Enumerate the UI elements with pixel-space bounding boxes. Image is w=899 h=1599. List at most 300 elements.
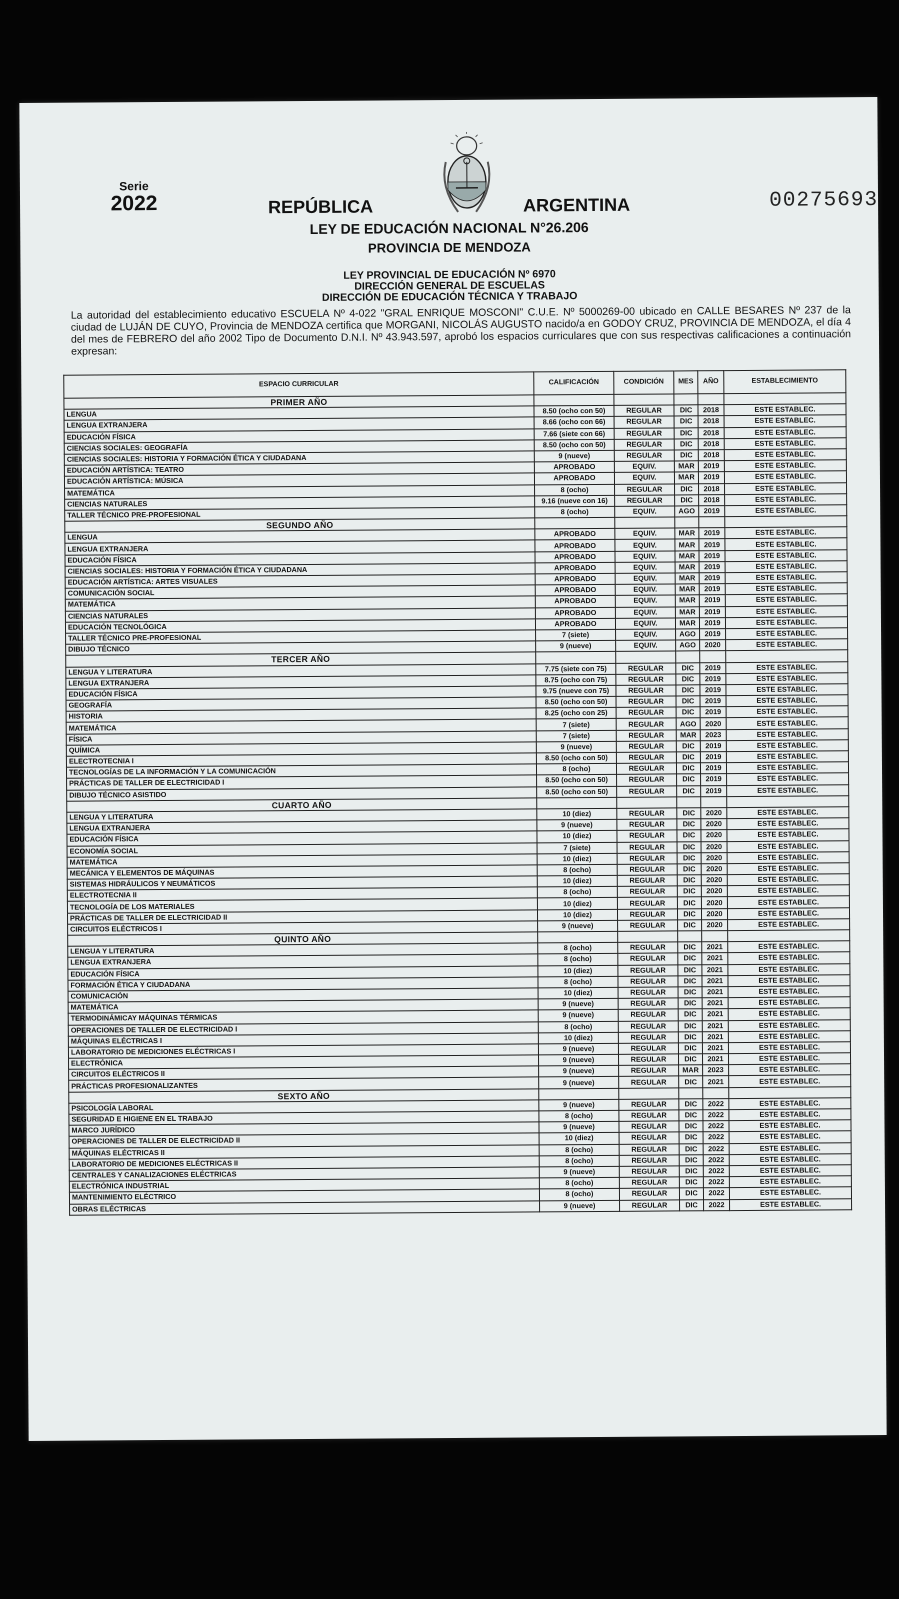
condition-cell: REGULAR	[617, 774, 677, 786]
month-cell: MAR	[675, 573, 699, 584]
month-cell: DIC	[677, 808, 701, 819]
institution-cell: ESTE ESTABLEC.	[726, 740, 848, 752]
grade-cell: 8 (ocho)	[539, 1155, 619, 1167]
subject-cell: COMUNICACIÓN SOCIAL	[65, 585, 535, 599]
empty-cell	[703, 1087, 729, 1098]
year-cell: 2020	[701, 897, 727, 908]
condition-cell: REGULAR	[619, 1110, 679, 1122]
month-cell: DIC	[676, 741, 700, 752]
grade-cell: 10 (diez)	[537, 831, 617, 843]
header-subject: ESPACIO CURRICULAR	[64, 372, 534, 398]
subject-cell: TERMODINÁMICAY MÁQUINAS TÉRMICAS	[68, 1010, 538, 1024]
empty-cell	[675, 517, 699, 528]
year-cell: 2019	[699, 617, 725, 628]
condition-cell: REGULAR	[618, 998, 678, 1010]
institution-cell: ESTE ESTABLEC.	[727, 784, 849, 796]
condition-cell: EQUIV.	[615, 562, 675, 574]
month-cell: DIC	[677, 841, 701, 852]
month-cell: DIC	[677, 886, 701, 897]
direction-technical: DIRECCIÓN DE EDUCACIÓN TÉCNICA Y TRABAJO	[321, 290, 578, 304]
year-cell: 2019	[700, 696, 726, 707]
grade-cell: 8.25 (ocho con 25)	[536, 708, 616, 720]
subject-cell: MATEMÁTICA	[65, 596, 535, 610]
condition-cell: EQUIV.	[614, 461, 674, 473]
year-cell: 2018	[699, 494, 725, 505]
empty-cell	[534, 394, 614, 406]
subject-cell: LENGUA Y LITERATURA	[67, 809, 537, 823]
month-cell: DIC	[675, 494, 699, 505]
institution-cell: ESTE ESTABLEC.	[729, 1165, 851, 1177]
month-cell: DIC	[677, 908, 701, 919]
subject-cell: LENGUA EXTRANJERA	[65, 540, 535, 554]
empty-cell	[535, 517, 615, 529]
empty-cell	[677, 797, 701, 808]
subject-cell: LENGUA EXTRANJERA	[66, 675, 536, 689]
month-cell: MAR	[675, 618, 699, 629]
empty-cell	[724, 393, 846, 405]
institution-cell: ESTE ESTABLEC.	[728, 974, 850, 986]
year-cell: 2021	[702, 975, 728, 986]
year-cell: 2022	[703, 1098, 729, 1109]
institution-cell: ESTE ESTABLEC.	[728, 941, 850, 953]
empty-cell	[674, 394, 698, 405]
month-cell: DIC	[679, 1155, 703, 1166]
month-cell: MAR	[675, 550, 699, 561]
direction-general: DIRECCIÓN GENERAL DE ESCUELAS	[354, 279, 545, 293]
country-right: ARGENTINA	[523, 194, 631, 216]
subject-cell: SEGURIDAD E HIGIENE EN EL TRABAJO	[69, 1111, 539, 1125]
grade-cell: 8 (ocho)	[535, 506, 615, 518]
year-cell: 2019	[700, 763, 726, 774]
serie-year: 2022	[110, 192, 158, 216]
condition-cell: REGULAR	[617, 841, 677, 853]
condition-cell: REGULAR	[616, 741, 676, 753]
condition-cell: REGULAR	[615, 495, 675, 507]
institution-cell: ESTE ESTABLEC.	[728, 1042, 850, 1054]
grade-cell: 9 (nueve)	[534, 450, 614, 462]
grade-cell: 8 (ocho)	[539, 1144, 619, 1156]
year-cell: 2020	[702, 919, 728, 930]
month-cell: DIC	[678, 1031, 702, 1042]
institution-cell: ESTE ESTABLEC.	[728, 952, 850, 964]
institution-cell: ESTE ESTABLEC.	[725, 538, 847, 550]
subject-cell: TECNOLOGÍAS DE LA INFORMACIÓN Y LA COMUNICACIÓN	[66, 764, 536, 778]
month-cell: DIC	[676, 763, 700, 774]
condition-cell: EQUIV.	[615, 618, 675, 630]
subject-cell: PSICOLOGÍA LABORAL	[69, 1100, 539, 1114]
subject-cell: PRÁCTICAS DE TALLER DE ELECTRICIDAD I	[67, 775, 537, 789]
grade-cell: 9 (nueve)	[540, 1200, 620, 1212]
year-cell: 2020	[701, 863, 727, 874]
month-cell: MAR	[675, 528, 699, 539]
subject-cell: EDUCACIÓN FÍSICA	[65, 552, 535, 566]
month-cell: DIC	[679, 1132, 703, 1143]
condition-cell: REGULAR	[616, 763, 676, 775]
year-cell: 2019	[700, 673, 726, 684]
grade-cell: 9.16 (nueve con 16)	[535, 495, 615, 507]
condition-cell: REGULAR	[616, 685, 676, 697]
institution-cell: ESTE ESTABLEC.	[726, 661, 848, 673]
grade-cell: 9 (nueve)	[538, 998, 618, 1010]
grade-cell: APROBADO	[535, 585, 615, 597]
grade-cell: 7.66 (siete con 66)	[534, 428, 614, 440]
condition-cell: REGULAR	[617, 808, 677, 820]
subject-cell: OBRAS ELÉCTRICAS	[70, 1200, 540, 1214]
condition-cell: REGULAR	[617, 853, 677, 865]
month-cell: DIC	[678, 987, 702, 998]
year-cell: 2022	[703, 1121, 729, 1132]
institution-cell: ESTE ESTABLEC.	[725, 549, 847, 561]
condition-cell: REGULAR	[614, 428, 674, 440]
year-cell: 2018	[698, 427, 724, 438]
serial-number: 00275693	[769, 189, 879, 213]
subject-cell: CIENCIAS SOCIALES: GEOGRAFÍA	[64, 440, 534, 454]
institution-cell: ESTE ESTABLEC.	[728, 1053, 850, 1065]
header-grade: CALIFICACIÓN	[534, 371, 614, 395]
condition-cell: REGULAR	[616, 730, 676, 742]
subject-cell: MATEMÁTICA	[66, 719, 536, 733]
subject-cell: CIRCUITOS ELÉCTRICOS II	[69, 1066, 539, 1080]
grade-cell: 8 (ocho)	[537, 864, 617, 876]
month-cell: DIC	[676, 662, 700, 673]
grade-cell: 10 (diez)	[537, 898, 617, 910]
year-cell: 2020	[701, 830, 727, 841]
subject-cell: LENGUA EXTRANJERA	[68, 954, 538, 968]
year-cell: 2021	[702, 1020, 728, 1031]
subject-cell: DIBUJO TÉCNICO ASISTIDO	[67, 786, 537, 800]
grade-cell: 9 (nueve)	[538, 920, 618, 932]
subject-cell: CIENCIAS SOCIALES: HISTORIA Y FORMACIÓN ÉTICA Y CIUDADANA	[65, 563, 535, 577]
institution-cell: ESTE ESTABLEC.	[724, 426, 846, 438]
condition-cell: REGULAR	[616, 662, 676, 674]
institution-cell: ESTE ESTABLEC.	[728, 997, 850, 1009]
grade-cell: 8.50 (ocho con 50)	[537, 786, 617, 798]
empty-cell	[538, 931, 618, 943]
institution-cell: ESTE ESTABLEC.	[724, 471, 846, 483]
month-cell: DIC	[678, 1043, 702, 1054]
certification-paragraph: La autoridad del establecimiento educativo ESCUELA Nº 4-022 "GRAL ENRIQUE MOSCONI" C.U.E. Nº 5000269-00 ubicado en CALLE BESARES Nº 237 de la ciudad de LUJÁN DE CUYO, Provincia de MENDOZA certifica que MORGANI, NICOLÁS AUGUSTO nacido/a en GODOY CRUZ, PROVINCIA DE MENDOZA, el día 4 del mes de FEBRERO del año 2002 Tipo de Documento D.N.I. Nº 43.943.597, aprobó los espacios curriculares que con sus respectivas calificaciones a continuación expresan:	[70, 304, 852, 358]
month-cell: DIC	[679, 1177, 703, 1188]
grade-cell: 8 (ocho)	[539, 1189, 619, 1201]
subject-cell: FORMACIÓN ÉTICA Y CIUDADANA	[68, 977, 538, 991]
condition-cell: REGULAR	[618, 987, 678, 999]
subject-cell: PRÁCTICAS DE TALLER DE ELECTRICIDAD II	[67, 910, 537, 924]
month-cell: DIC	[678, 976, 702, 987]
month-cell: MAR	[676, 729, 700, 740]
grade-cell: 8.50 (ocho con 50)	[536, 696, 616, 708]
year-cell: 2022	[703, 1110, 729, 1121]
institution-cell: ESTE ESTABLEC.	[725, 605, 847, 617]
empty-cell	[702, 931, 728, 942]
condition-cell: REGULAR	[616, 707, 676, 719]
condition-cell: REGULAR	[617, 830, 677, 842]
condition-cell: REGULAR	[619, 1121, 679, 1133]
year-cell: 2019	[700, 752, 726, 763]
subject-cell: MÁQUINAS ELÉCTRICAS II	[69, 1144, 539, 1158]
institution-cell: ESTE ESTABLEC.	[729, 1075, 851, 1087]
grade-cell: 10 (diez)	[537, 853, 617, 865]
year-cell: 2019	[699, 550, 725, 561]
empty-cell	[699, 517, 725, 528]
institution-cell: ESTE ESTABLEC.	[725, 616, 847, 628]
year-cell: 2019	[699, 573, 725, 584]
institution-cell: ESTE ESTABLEC.	[728, 1019, 850, 1031]
year-cell: 2019	[699, 606, 725, 617]
month-cell: DIC	[676, 752, 700, 763]
province-title: PROVINCIA DE MENDOZA	[367, 239, 531, 256]
grade-cell: 8 (ocho)	[539, 1177, 619, 1189]
institution-cell: ESTE ESTABLEC.	[725, 572, 847, 584]
grades-table	[63, 369, 852, 1215]
header-condition: CONDICIÓN	[614, 371, 674, 394]
condition-cell: REGULAR	[620, 1199, 680, 1211]
institution-cell: ESTE ESTABLEC.	[728, 1030, 850, 1042]
condition-cell: REGULAR	[619, 1076, 679, 1088]
month-cell: DIC	[674, 450, 698, 461]
condition-cell: REGULAR	[619, 1188, 679, 1200]
condition-cell: REGULAR	[617, 909, 677, 921]
subject-cell: HISTORIA	[66, 708, 536, 722]
institution-cell: ESTE ESTABLEC.	[724, 415, 846, 427]
year-cell: 2021	[702, 953, 728, 964]
year-cell: 2019	[698, 472, 724, 483]
grade-cell: 9 (nueve)	[538, 1043, 618, 1055]
subject-cell: ELECTRÓNICA INDUSTRIAL	[69, 1178, 539, 1192]
year-cell: 2021	[702, 998, 728, 1009]
subject-cell: PRÁCTICAS PROFESIONALIZANTES	[69, 1077, 539, 1091]
grade-cell: 8 (ocho)	[536, 764, 616, 776]
institution-cell: ESTE ESTABLEC.	[725, 561, 847, 573]
year-cell: 2021	[702, 1042, 728, 1053]
grade-cell: 9 (nueve)	[539, 1166, 619, 1178]
condition-cell: EQUIV.	[616, 640, 676, 652]
year-cell: 2020	[701, 819, 727, 830]
month-cell: DIC	[677, 785, 701, 796]
year-cell: 2019	[701, 774, 727, 785]
year-cell: 2019	[699, 505, 725, 516]
subject-cell: EDUCACIÓN ARTÍSTICA: TEATRO	[64, 462, 534, 476]
year-cell: 2022	[703, 1177, 729, 1188]
institution-cell: ESTE ESTABLEC.	[725, 493, 847, 505]
institution-cell: ESTE ESTABLEC.	[726, 672, 848, 684]
month-cell: DIC	[674, 405, 698, 416]
month-cell: DIC	[676, 696, 700, 707]
year-cell: 2020	[700, 718, 726, 729]
institution-cell: ESTE ESTABLEC.	[729, 1153, 851, 1165]
institution-cell: ESTE ESTABLEC.	[726, 706, 848, 718]
month-cell: DIC	[679, 1188, 703, 1199]
institution-cell: ESTE ESTABLEC.	[724, 437, 846, 449]
institution-cell: ESTE ESTABLEC.	[727, 818, 849, 830]
month-cell: DIC	[677, 897, 701, 908]
month-cell: DIC	[678, 920, 702, 931]
grade-cell: 9 (nueve)	[538, 1054, 618, 1066]
subject-cell: MARCO JURÍDICO	[69, 1122, 539, 1136]
condition-cell: REGULAR	[618, 1020, 678, 1032]
institution-cell: ESTE ESTABLEC.	[725, 482, 847, 494]
grade-cell: 9 (nueve)	[538, 1010, 618, 1022]
grade-cell: 8 (ocho)	[538, 1021, 618, 1033]
institution-cell: ESTE ESTABLEC.	[724, 460, 846, 472]
month-cell: DIC	[674, 416, 698, 427]
subject-cell: ELECTRÓNICA	[69, 1055, 539, 1069]
institution-cell: ESTE ESTABLEC.	[729, 1120, 851, 1132]
year-cell: 2019	[699, 595, 725, 606]
grade-cell: 10 (diez)	[537, 875, 617, 887]
grade-cell: 9 (nueve)	[539, 1077, 619, 1089]
subject-cell: EDUCACIÓN TECNOLÓGICA	[65, 619, 535, 633]
grade-cell: 9 (nueve)	[536, 640, 616, 652]
institution-cell: ESTE ESTABLEC.	[727, 885, 849, 897]
subject-cell: EDUCACIÓN FÍSICA	[68, 965, 538, 979]
grade-cell: 8 (ocho)	[537, 887, 617, 899]
month-cell: DIC	[679, 1110, 703, 1121]
empty-cell	[700, 651, 726, 662]
month-cell: AGO	[676, 629, 700, 640]
empty-cell	[728, 930, 850, 942]
subject-cell: TECNOLOGÍA DE LOS MATERIALES	[67, 898, 537, 912]
year-section-title: CUARTO AÑO	[67, 798, 537, 812]
year-section-title: PRIMER AÑO	[64, 395, 534, 409]
subject-cell: EDUCACIÓN FÍSICA	[66, 686, 536, 700]
condition-cell: REGULAR	[617, 886, 677, 898]
condition-cell: EQUIV.	[615, 595, 675, 607]
grade-cell: 10 (diez)	[538, 965, 618, 977]
condition-cell: REGULAR	[616, 674, 676, 686]
institution-cell: ESTE ESTABLEC.	[725, 594, 847, 606]
grade-cell: APROBADO	[535, 573, 615, 585]
empty-cell	[701, 796, 727, 807]
year-cell: 2019	[699, 584, 725, 595]
condition-cell: REGULAR	[617, 875, 677, 887]
month-cell: DIC	[677, 774, 701, 785]
condition-cell: REGULAR	[617, 786, 677, 798]
institution-cell: ESTE ESTABLEC.	[726, 628, 848, 640]
condition-cell: REGULAR	[619, 1099, 679, 1111]
year-cell: 2019	[699, 528, 725, 539]
institution-cell: ESTE ESTABLEC.	[728, 986, 850, 998]
year-cell: 2022	[703, 1143, 729, 1154]
year-cell: 2022	[703, 1166, 729, 1177]
grade-cell: APROBADO	[535, 562, 615, 574]
empty-cell	[537, 797, 617, 809]
subject-cell: MATEMÁTICA	[65, 484, 535, 498]
certificate-document	[19, 97, 886, 1441]
condition-cell: EQUIV.	[614, 472, 674, 484]
subject-cell: LENGUA	[65, 529, 535, 543]
month-cell: DIC	[674, 427, 698, 438]
subject-cell: ELECTROTECNIA I	[66, 753, 536, 767]
condition-cell: REGULAR	[619, 1177, 679, 1189]
year-cell: 2019	[700, 662, 726, 673]
year-cell: 2020	[701, 875, 727, 886]
month-cell: MAR	[675, 584, 699, 595]
condition-cell: REGULAR	[614, 450, 674, 462]
subject-cell: OPERACIONES DE TALLER DE ELECTRICIDAD II	[69, 1133, 539, 1147]
empty-cell	[615, 517, 675, 529]
grade-cell: 8.66 (ocho con 66)	[534, 417, 614, 429]
year-cell: 2018	[698, 438, 724, 449]
institution-cell: ESTE ESTABLEC.	[729, 1109, 851, 1121]
year-cell: 2021	[702, 1054, 728, 1065]
subject-cell: LABORATORIO DE MEDICIONES ELÉCTRICAS I	[68, 1044, 538, 1058]
grade-cell: APROBADO	[535, 596, 615, 608]
condition-cell: REGULAR	[619, 1155, 679, 1167]
condition-cell: REGULAR	[618, 1032, 678, 1044]
month-cell: DIC	[676, 673, 700, 684]
grade-cell: 8 (ocho)	[538, 954, 618, 966]
condition-cell: EQUIV.	[616, 629, 676, 641]
header-institution: ESTABLECIMIENTO	[724, 370, 846, 394]
month-cell: DIC	[679, 1099, 703, 1110]
month-cell: DIC	[678, 953, 702, 964]
grade-cell: 9 (nueve)	[539, 1122, 619, 1134]
subject-cell: FÍSICA	[66, 731, 536, 745]
grade-cell: APROBADO	[535, 618, 615, 630]
grade-cell: APROBADO	[535, 540, 615, 552]
month-cell: DIC	[677, 875, 701, 886]
institution-cell: ESTE ESTABLEC.	[729, 1187, 851, 1199]
month-cell: DIC	[678, 1020, 702, 1031]
month-cell: MAR	[675, 606, 699, 617]
condition-cell: REGULAR	[617, 819, 677, 831]
institution-cell: ESTE ESTABLEC.	[725, 505, 847, 517]
condition-cell: REGULAR	[618, 1043, 678, 1055]
condition-cell: REGULAR	[618, 1054, 678, 1066]
condition-cell: REGULAR	[619, 1065, 679, 1077]
grade-cell: 10 (diez)	[538, 1032, 618, 1044]
empty-cell	[617, 797, 677, 809]
serie-label: Serie	[119, 179, 149, 194]
subject-cell: GEOGRAFÍA	[66, 697, 536, 711]
subject-cell: COMUNICACIÓN	[68, 988, 538, 1002]
grade-cell: 8.50 (ocho con 50)	[536, 752, 616, 764]
month-cell: MAR	[674, 472, 698, 483]
empty-cell	[729, 1086, 851, 1098]
condition-cell: EQUIV.	[615, 607, 675, 619]
month-cell: DIC	[679, 1076, 703, 1087]
month-cell: DIC	[676, 685, 700, 696]
month-cell: AGO	[676, 718, 700, 729]
subject-cell: TALLER TÉCNICO PRE-PROFESIONAL	[65, 507, 535, 521]
institution-cell: ESTE ESTABLEC.	[727, 907, 849, 919]
month-cell: MAR	[675, 539, 699, 550]
subject-cell: ELECTROTECNIA II	[67, 887, 537, 901]
subject-cell: MECÁNICA Y ELEMENTOS DE MÁQUINAS	[67, 865, 537, 879]
year-cell: 2019	[699, 561, 725, 572]
grade-cell: 8.75 (ocho con 75)	[536, 674, 616, 686]
condition-cell: EQUIV.	[615, 539, 675, 551]
subject-cell: CIENCIAS NATURALES	[65, 607, 535, 621]
year-cell: 2018	[698, 450, 724, 461]
condition-cell: REGULAR	[617, 897, 677, 909]
subject-cell: LENGUA	[64, 406, 534, 420]
year-cell: 2022	[703, 1154, 729, 1165]
institution-cell: ESTE ESTABLEC.	[724, 449, 846, 461]
law-national: LEY DE EDUCACIÓN NACIONAL N°26.206	[309, 219, 589, 237]
subject-cell: CIRCUITOS ELÉCTRICOS I	[68, 921, 538, 935]
subject-cell: MATEMÁTICA	[68, 999, 538, 1013]
subject-cell: OPERACIONES DE TALLER DE ELECTRICIDAD I	[68, 1021, 538, 1035]
year-cell: 2022	[703, 1132, 729, 1143]
subject-cell: LENGUA Y LITERATURA	[66, 663, 536, 677]
law-provincial: LEY PROVINCIAL DE EDUCACIÓN Nº 6970	[343, 268, 556, 282]
institution-cell: ESTE ESTABLEC.	[726, 639, 848, 651]
year-cell: 2020	[701, 908, 727, 919]
month-cell: DIC	[675, 483, 699, 494]
condition-cell: REGULAR	[618, 964, 678, 976]
subject-cell: EDUCACIÓN FÍSICA	[67, 831, 537, 845]
